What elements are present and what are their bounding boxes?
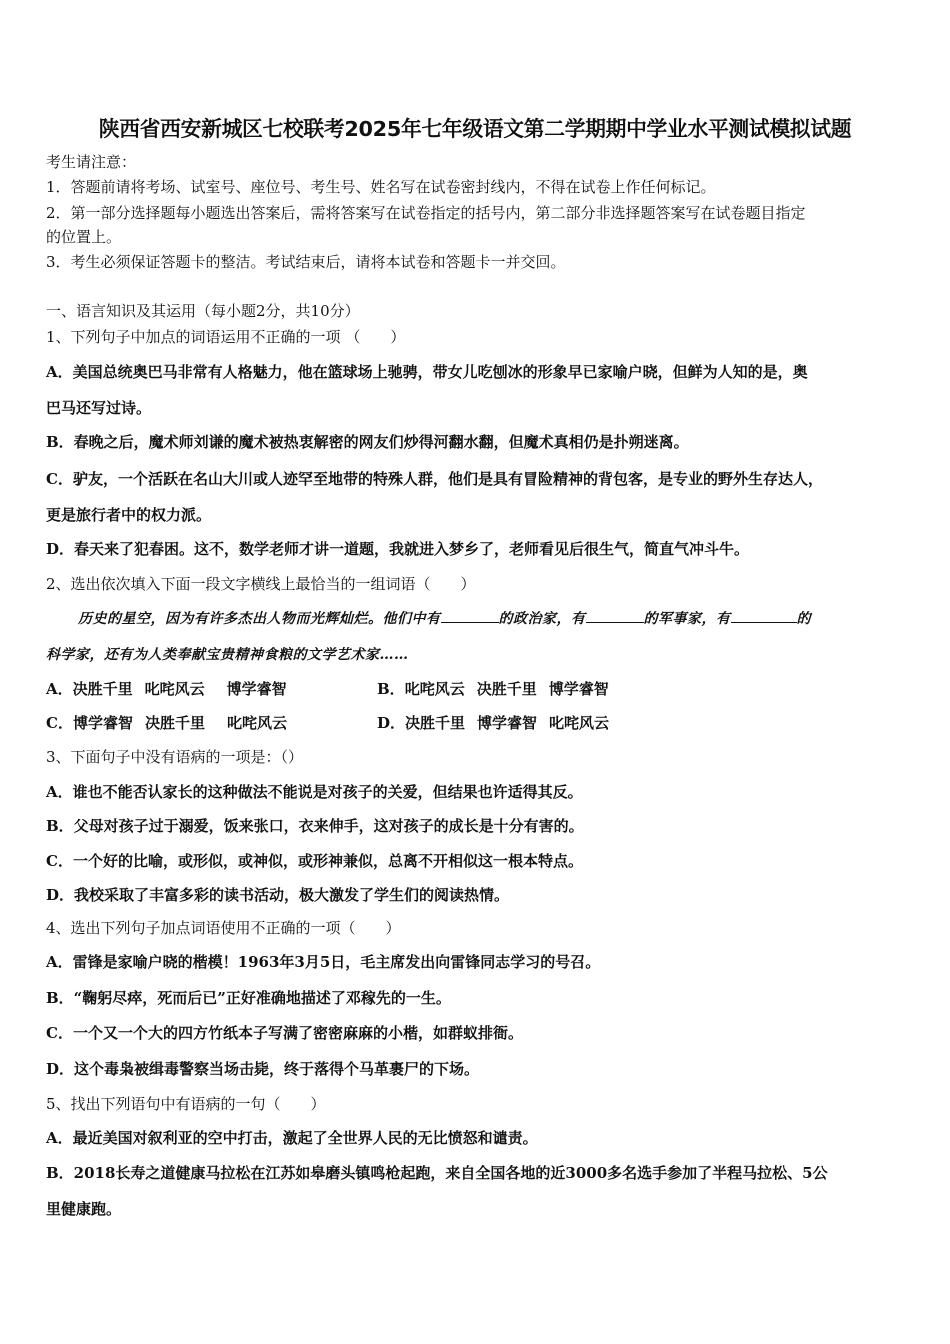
option-word: 博学睿智 xyxy=(548,680,609,698)
question-3-option-b: B．父母对孩子过于溺爱，饭来张口，衣来伸手，这对孩子的成长是十分有害的。 xyxy=(46,817,584,835)
notice-item-2-cont: 的位置上。 xyxy=(46,228,122,246)
exam-title: 陕西省西安新城区七校联考2025年七年级语文第二学期期中学业水平测试模拟试题 xyxy=(98,117,852,141)
option-word: 叱咤风云 xyxy=(226,714,287,732)
question-1-option-a-cont: 巴马还写过诗。 xyxy=(46,399,152,417)
question-3-option-a: A．谁也不能否认家长的这种做法不能说是对孩子的关爱，但结果也许适得其反。 xyxy=(46,783,583,801)
question-2-option-b xyxy=(377,679,609,699)
question-1-stem: 1、下列句子中加点的词语运用不正确的一项 （ ） xyxy=(46,328,406,346)
question-5-option-b: B．2018长寿之道健康马拉松在江苏如皋磨头镇鸣枪起跑，来自全国各地的近3000多名选手参加了半程马拉松、5公 xyxy=(46,1164,828,1182)
question-4-stem: 4、选出下列句子加点词语使用不正确的一项（ ） xyxy=(46,919,401,937)
question-2-passage-line-2: 科学家，还有为人类奉献宝贵精神食粮的文学艺术家…… xyxy=(46,647,409,663)
passage-text-3: 的军事家，有 xyxy=(643,611,731,627)
question-4-option-d: D．这个毒枭被缉毒警察当场击毙，终于落得个马革裹尸的下场。 xyxy=(46,1060,480,1078)
notice-item-3: 3．考生必须保证答题卡的整洁。考试结束后，请将本试卷和答题卡一并交回。 xyxy=(46,253,566,271)
question-4-option-a: A．雷锋是家喻户晓的楷模！1963年3月5日，毛主席发出向雷锋同志学习的号召。 xyxy=(46,953,601,971)
option-word: 决胜千里 xyxy=(72,680,133,698)
option-label: A． xyxy=(46,680,73,698)
question-2-stem: 2、选出依次填入下面一段文字横线上最恰当的一组词语（ ） xyxy=(46,575,476,593)
question-2-option-d xyxy=(377,713,609,733)
question-1-option-c-cont: 更是旅行者中的权力派。 xyxy=(46,506,212,524)
question-4-option-b: B．“鞠躬尽瘁，死而后已”正好准确地描述了邓稼先的一生。 xyxy=(46,989,451,1007)
passage-text-2: 的政治家，有 xyxy=(498,611,586,627)
option-word: 博学睿智 xyxy=(226,680,287,698)
option-label: C． xyxy=(46,714,73,732)
question-2-passage-line-1 xyxy=(78,608,811,629)
question-1-option-b: B．春晚之后，魔术师刘谦的魔术被热衷解密的网友们炒得河翻水翻，但魔术真相仍是扑朔迷离。 xyxy=(46,433,689,451)
question-1-option-d: D．春天来了犯春困。这不，数学老师才讲一道题，我就进入梦乡了，老师看见后很生气，简直气冲斗牛。 xyxy=(46,540,750,558)
question-3-stem: 3、下面句子中没有语病的一项是：（） xyxy=(46,748,304,766)
option-word: 叱咤风云 xyxy=(144,680,205,698)
answer-blank-2[interactable] xyxy=(586,608,644,623)
option-word: 决胜千里 xyxy=(405,714,466,732)
question-1-option-c: C．驴友，一个活跃在名山大川或人迹罕至地带的特殊人群，他们是具有冒险精神的背包客，是专业的野外生存达人， xyxy=(46,470,823,488)
answer-blank-1[interactable] xyxy=(441,608,499,623)
option-label: D． xyxy=(377,714,406,732)
question-3-option-c: C．一个好的比喻，或形似，或神似，或形神兼似，总离不开相似这一根本特点。 xyxy=(46,852,583,870)
option-word: 博学睿智 xyxy=(72,714,133,732)
option-word: 决胜千里 xyxy=(476,680,537,698)
section-heading: 一、语言知识及其运用（每小题2分，共10分） xyxy=(46,302,360,320)
question-5-stem: 5、找出下列语句中有语病的一句（ ） xyxy=(46,1095,326,1113)
notice-item-1: 1．答题前请将考场、试室号、座位号、考生号、姓名写在试卷密封线内，不得在试卷上作任何标记。 xyxy=(46,178,716,196)
question-5-option-a: A．最近美国对叙利亚的空中打击，激起了全世界人民的无比愤怒和谴责。 xyxy=(46,1129,538,1147)
option-word: 叱咤风云 xyxy=(404,680,465,698)
question-2-option-a xyxy=(46,679,287,699)
question-1-option-a: A．美国总统奥巴马非常有人格魅力，他在篮球场上驰骋，带女儿吃刨冰的形象早已家喻户晓，但鲜为人知的是，奥 xyxy=(46,363,808,381)
notice-item-2: 2．第一部分选择题每小题选出答案后，需将答案写在试卷指定的括号内，第二部分非选择题答案写在试卷题目指定 xyxy=(46,204,806,222)
option-word: 叱咤风云 xyxy=(549,714,610,732)
option-word: 决胜千里 xyxy=(144,714,205,732)
question-5-option-b-cont: 里健康跑。 xyxy=(46,1200,122,1218)
option-word: 博学睿智 xyxy=(477,714,538,732)
passage-text-4: 的 xyxy=(796,611,811,627)
question-3-option-d: D．我校采取了丰富多彩的读书活动，极大激发了学生们的阅读热情。 xyxy=(46,886,510,904)
answer-blank-3[interactable] xyxy=(731,608,797,623)
passage-text-1: 历史的星空，因为有许多杰出人物而光辉灿烂。他们中有 xyxy=(78,611,441,627)
notice-heading: 考生请注意： xyxy=(46,153,137,171)
question-4-option-c: C．一个又一个大的四方竹纸本子写满了密密麻麻的小楷，如群蚁排衙。 xyxy=(46,1024,523,1042)
option-label: B． xyxy=(377,680,405,698)
question-2-option-c xyxy=(46,713,287,733)
